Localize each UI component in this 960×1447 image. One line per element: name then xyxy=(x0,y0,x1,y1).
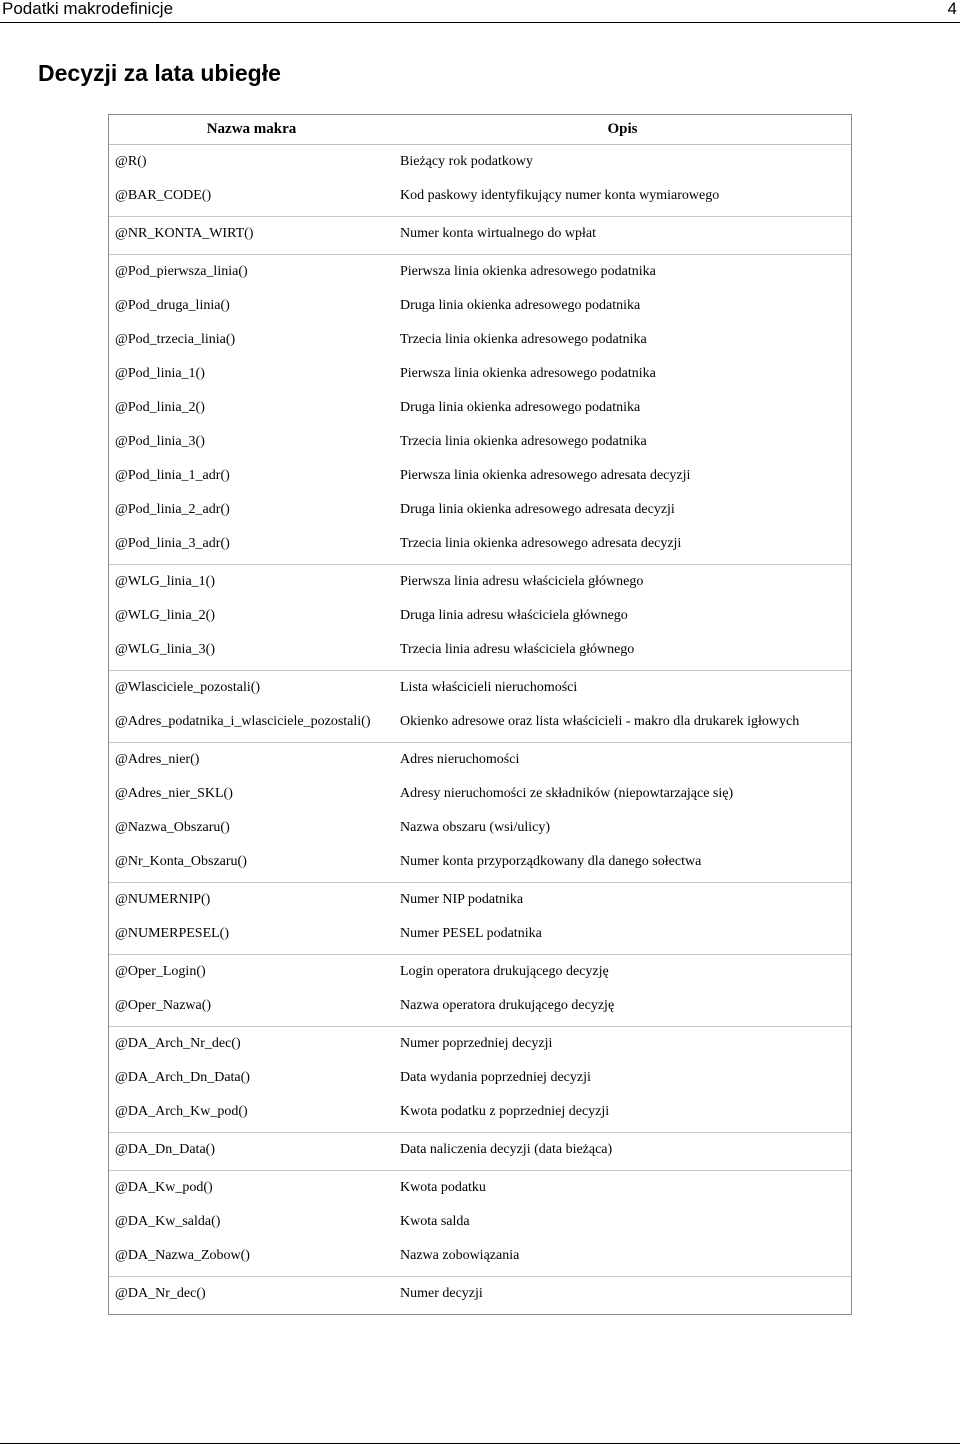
macro-name-cell: @Nazwa_Obszaru() xyxy=(115,820,230,835)
description-cell: Druga linia okienka adresowego adresata decyzji xyxy=(400,502,675,517)
table-row xyxy=(109,1095,851,1129)
table-row xyxy=(109,425,851,459)
row-group xyxy=(109,145,851,217)
macro-name-cell: @WLG_linia_1() xyxy=(115,574,215,589)
macro-name-cell: @Pod_linia_2() xyxy=(115,400,205,415)
macro-name-cell: @Nr_Konta_Obszaru() xyxy=(115,854,247,869)
row-group xyxy=(109,671,851,743)
description-cell: Login operatora drukującego decyzję xyxy=(400,964,609,979)
macro-name-cell: @Pod_druga_linia() xyxy=(115,298,230,313)
macro-name-cell: @R() xyxy=(115,154,147,169)
page-header xyxy=(0,0,960,23)
macro-name-cell: @Oper_Login() xyxy=(115,964,206,979)
macro-name-cell: @Pod_linia_1_adr() xyxy=(115,468,230,483)
description-cell: Pierwsza linia adresu właściciela głównego xyxy=(400,574,644,589)
table-row xyxy=(109,1239,851,1273)
row-group xyxy=(109,883,851,955)
row-group xyxy=(109,1277,851,1314)
macro-name-cell: @Pod_linia_3_adr() xyxy=(115,536,230,551)
description-cell: Okienko adresowe oraz lista właścicieli - makro dla drukarek igłowych xyxy=(400,714,800,729)
table-header xyxy=(109,115,851,145)
table-row xyxy=(109,357,851,391)
page-number: 4 xyxy=(947,0,957,18)
row-group xyxy=(109,1133,851,1171)
row-group xyxy=(109,1027,851,1133)
table-body xyxy=(109,145,851,1314)
table-row xyxy=(109,743,851,777)
description-cell: Data naliczenia decyzji (data bieżąca) xyxy=(400,1142,613,1157)
macro-name-cell: @Pod_pierwsza_linia() xyxy=(115,264,248,279)
macro-name-cell: @Oper_Nazwa() xyxy=(115,998,212,1013)
macro-name-cell: @BAR_CODE() xyxy=(115,188,212,203)
section-title: Decyzji za lata ubiegłe xyxy=(38,60,281,86)
description-cell: Druga linia okienka adresowego podatnika xyxy=(400,298,641,313)
table-row xyxy=(109,1061,851,1095)
table-row xyxy=(109,883,851,917)
row-group xyxy=(109,217,851,255)
description-cell: Numer poprzedniej decyzji xyxy=(400,1036,553,1051)
description-cell: Adres nieruchomości xyxy=(400,752,520,767)
table-row xyxy=(109,705,851,739)
table-row xyxy=(109,1205,851,1239)
description-cell: Lista właścicieli nieruchomości xyxy=(400,680,578,695)
description-cell: Data wydania poprzedniej decyzji xyxy=(400,1070,591,1085)
macro-name-cell: @NUMERPESEL() xyxy=(115,926,230,941)
description-cell: Druga linia adresu właściciela głównego xyxy=(400,608,628,623)
row-group xyxy=(109,565,851,671)
macro-name-cell: @Pod_linia_3() xyxy=(115,434,205,449)
macro-name-cell: @DA_Arch_Dn_Data() xyxy=(115,1070,250,1085)
description-cell: Trzecia linia okienka adresowego adresata decyzji xyxy=(400,536,682,551)
table-row xyxy=(109,599,851,633)
table-row xyxy=(109,1027,851,1061)
table-row xyxy=(109,633,851,667)
macro-name-cell: @DA_Kw_salda() xyxy=(115,1214,221,1229)
description-cell: Druga linia okienka adresowego podatnika xyxy=(400,400,641,415)
description-cell: Bieżący rok podatkowy xyxy=(400,154,533,169)
macro-name-cell: @Adres_nier() xyxy=(115,752,200,767)
table-row xyxy=(109,1171,851,1205)
macro-name-cell: @DA_Arch_Kw_pod() xyxy=(115,1104,248,1119)
row-group xyxy=(109,743,851,883)
footer-rule xyxy=(0,1443,960,1444)
macro-name-cell: @Pod_linia_2_adr() xyxy=(115,502,230,517)
macro-name-cell: @DA_Arch_Nr_dec() xyxy=(115,1036,241,1051)
description-cell: Kwota salda xyxy=(400,1214,470,1229)
table-row xyxy=(109,145,851,179)
table-row xyxy=(109,179,851,213)
description-cell: Pierwsza linia okienka adresowego podatnika xyxy=(400,264,656,279)
row-group xyxy=(109,955,851,1027)
macro-name-cell: @WLG_linia_3() xyxy=(115,642,215,657)
table-row xyxy=(109,955,851,989)
table-row xyxy=(109,811,851,845)
macro-name-cell: @WLG_linia_2() xyxy=(115,608,215,623)
description-cell: Nazwa zobowiązania xyxy=(400,1248,520,1263)
macro-name-cell: @DA_Dn_Data() xyxy=(115,1142,215,1157)
description-cell: Numer NIP podatnika xyxy=(400,892,524,907)
description-cell: Numer PESEL podatnika xyxy=(400,926,542,941)
row-group xyxy=(109,255,851,565)
macro-name-cell: @NR_KONTA_WIRT() xyxy=(115,226,254,241)
document-title: Podatki makrodefinicje xyxy=(2,0,174,18)
description-cell: Trzecia linia adresu właściciela głównego xyxy=(400,642,635,657)
table-row xyxy=(109,845,851,879)
description-cell: Trzecia linia okienka adresowego podatnika xyxy=(400,434,647,449)
row-group xyxy=(109,1171,851,1277)
table-row xyxy=(109,1133,851,1167)
macro-name-cell: @DA_Nr_dec() xyxy=(115,1286,206,1301)
column-header-description: Opis xyxy=(607,121,638,137)
macro-name-cell: @Wlasciciele_pozostali() xyxy=(115,680,261,695)
description-cell: Pierwsza linia okienka adresowego adresata decyzji xyxy=(400,468,691,483)
table-row xyxy=(109,1277,851,1311)
description-cell: Numer konta przyporządkowany dla danego sołectwa xyxy=(400,854,702,869)
description-cell: Kod paskowy identyfikujący numer konta wymiarowego xyxy=(400,188,720,203)
table-row xyxy=(109,565,851,599)
description-cell: Trzecia linia okienka adresowego podatnika xyxy=(400,332,647,347)
table-row xyxy=(109,459,851,493)
table-row xyxy=(109,289,851,323)
table-row xyxy=(109,493,851,527)
column-header-macro-name: Nazwa makra xyxy=(206,121,297,137)
table-row xyxy=(109,527,851,561)
macro-table xyxy=(108,114,852,1315)
table-row xyxy=(109,989,851,1023)
table-row xyxy=(109,323,851,357)
macro-name-cell: @Pod_trzecia_linia() xyxy=(115,332,236,347)
description-cell: Nazwa obszaru (wsi/ulicy) xyxy=(400,820,551,835)
description-cell: Numer konta wirtualnego do wpłat xyxy=(400,226,596,241)
macro-name-cell: @DA_Kw_pod() xyxy=(115,1180,213,1195)
macro-name-cell: @Adres_podatnika_i_wlasciciele_pozostali() xyxy=(115,714,371,729)
description-cell: Pierwsza linia okienka adresowego podatnika xyxy=(400,366,656,381)
table-row xyxy=(109,391,851,425)
macro-name-cell: @Adres_nier_SKL() xyxy=(115,786,233,801)
table-row xyxy=(109,671,851,705)
macro-name-cell: @NUMERNIP() xyxy=(115,892,211,907)
description-cell: Adresy nieruchomości ze składników (niepowtarzające się) xyxy=(400,786,734,801)
table-row xyxy=(109,777,851,811)
table-row xyxy=(109,255,851,289)
table-row xyxy=(109,217,851,251)
macro-name-cell: @Pod_linia_1() xyxy=(115,366,205,381)
description-cell: Kwota podatku z poprzedniej decyzji xyxy=(400,1104,610,1119)
description-cell: Nazwa operatora drukującego decyzję xyxy=(400,998,615,1013)
description-cell: Kwota podatku xyxy=(400,1180,486,1195)
macro-name-cell: @DA_Nazwa_Zobow() xyxy=(115,1248,250,1263)
description-cell: Numer decyzji xyxy=(400,1286,483,1301)
table-row xyxy=(109,917,851,951)
